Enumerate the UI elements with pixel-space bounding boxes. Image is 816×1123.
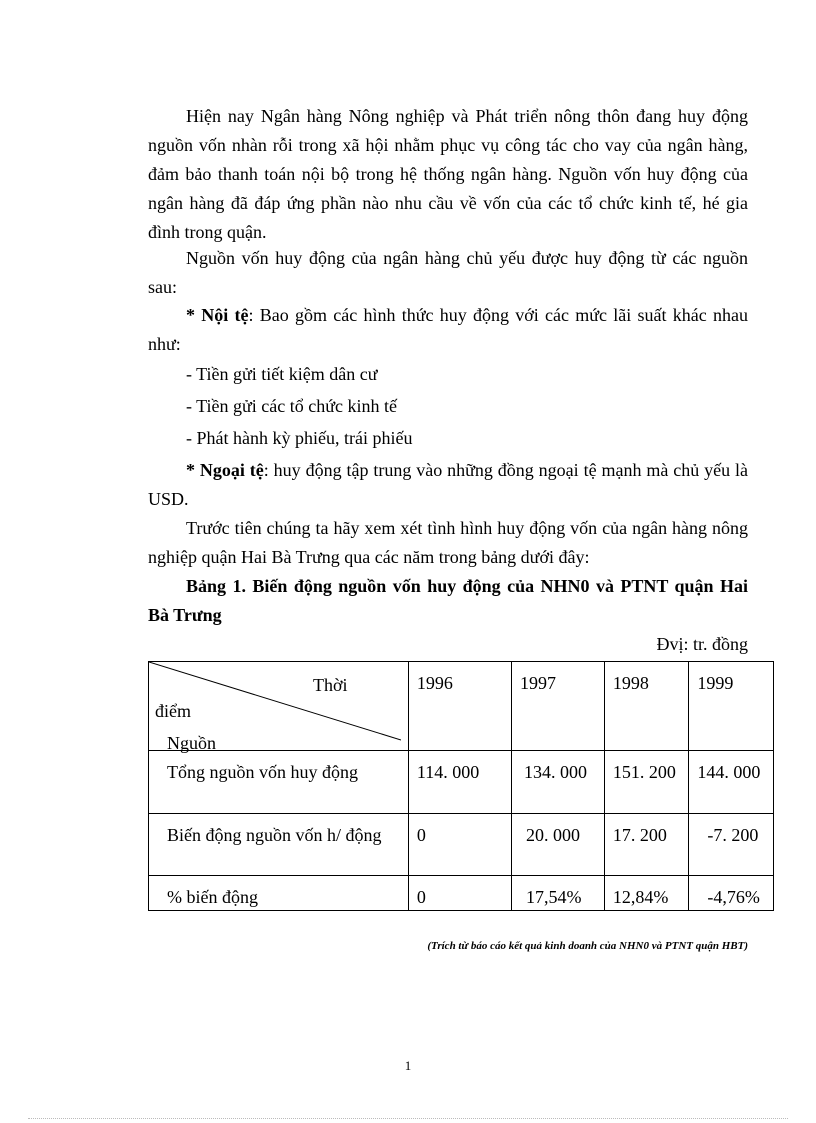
foreign-currency-label: * Ngoại tệ: [186, 460, 264, 480]
table-row: [149, 814, 774, 876]
table-cell: 0: [408, 876, 511, 911]
table-cell: 20. 000: [512, 814, 605, 876]
foreign-currency-text: : huy động tập trung vào những đồng ngoại tệ mạnh mà chủ yếu là USD.: [148, 460, 748, 509]
table-header-row: [149, 662, 774, 751]
page-number: 1: [404, 1058, 412, 1073]
table-cell: 12,84%: [604, 876, 689, 911]
paragraph-intro: Hiện nay Ngân hàng Nông nghiệp và Phát triển nông thôn đang huy động nguồn vốn nhàn rỗi trong xã hội nhằm phục vụ công tác cho vay của ngân hàng, đảm bảo thanh toán nội bộ trong hệ thống ngân hàng. Nguồn vốn huy động của ngân hàng đã đáp ứng phần nào nhu cầu về vốn của các tổ chức kinh tế, hé gia đình trong quận.: [148, 106, 748, 242]
bullet-item: - Phát hành kỳ phiếu, trái phiếu: [186, 428, 413, 448]
domestic-currency-label: * Nội tệ: [186, 305, 249, 325]
row-label: % biến động: [149, 876, 409, 911]
row-label: Biến động nguồn vốn h/ động: [149, 814, 409, 876]
table-cell: 0: [408, 814, 511, 876]
year-header: 1997: [512, 662, 605, 751]
year-header: 1998: [604, 662, 689, 751]
table-cell: 114. 000: [408, 751, 511, 814]
unit-label: Đvị: tr. đồng: [656, 634, 748, 654]
table-cell: -7. 200: [689, 814, 774, 876]
domestic-currency-text: : Bao gồm các hình thức huy động với các mức lãi suất khác nhau như:: [148, 305, 748, 354]
table-caption: Bảng 1. Biến động nguồn vốn huy động của NHN0 và PTNT quận Hai Bà Trưng: [148, 576, 748, 625]
table-cell: 17,54%: [512, 876, 605, 911]
paragraph-domestic-currency: [148, 301, 748, 359]
paragraph-table-intro: Trước tiên chúng ta hãy xem xét tình hình huy động vốn của ngân hàng nông nghiệp quận Hai Bà Trưng qua các năm trong bảng dưới đây:: [148, 518, 748, 567]
table-cell: 134. 000: [512, 751, 605, 814]
paragraph-foreign-currency: [148, 456, 748, 514]
table-cell: 151. 200: [604, 751, 689, 814]
table-cell: -4,76%: [689, 876, 774, 911]
year-header: 1999: [689, 662, 774, 751]
bullet-item: - Tiền gửi các tổ chức kinh tế: [186, 396, 397, 416]
table-cell: 17. 200: [604, 814, 689, 876]
table-cell: 144. 000: [689, 751, 774, 814]
page-bottom-divider: [28, 1118, 788, 1119]
table-row: [149, 751, 774, 814]
diagonal-header-cell: [149, 662, 409, 751]
header-source: Nguồn: [167, 733, 216, 753]
paragraph-sources: Nguồn vốn huy động của ngân hàng chủ yếu được huy động từ các nguồn sau:: [148, 248, 748, 297]
source-note: (Trích từ báo cáo kết quả kinh doanh của NHN0 và PTNT quận HBT): [427, 940, 748, 952]
row-label: Tổng nguồn vốn huy động: [149, 751, 409, 814]
capital-table: [148, 661, 774, 911]
header-time: Thời: [313, 675, 348, 695]
bullet-item: - Tiền gửi tiết kiệm dân cư: [186, 364, 378, 384]
header-point: điểm: [155, 701, 191, 721]
year-header: 1996: [408, 662, 511, 751]
table-row: [149, 876, 774, 911]
